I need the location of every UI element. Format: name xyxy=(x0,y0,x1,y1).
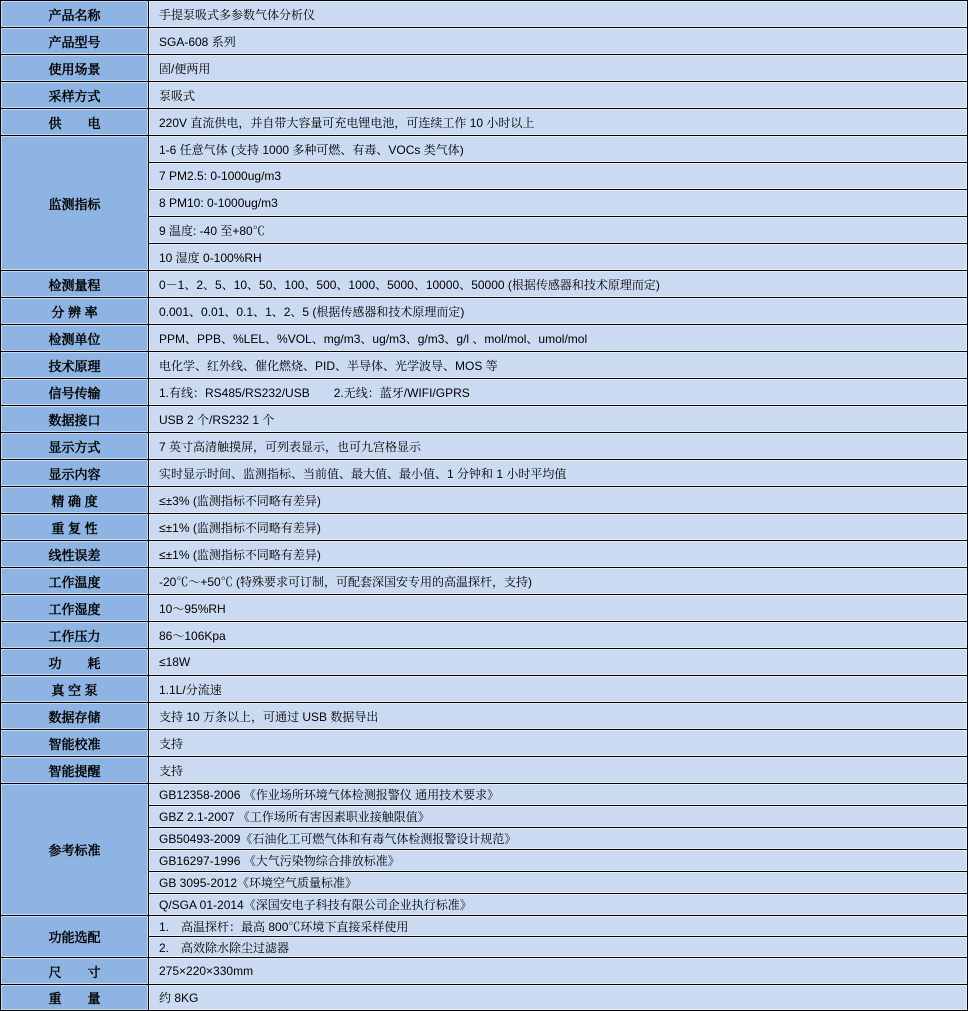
spec-label: 数据接口 xyxy=(1,406,149,433)
spec-label: 重 复 性 xyxy=(1,514,149,541)
spec-label: 产品名称 xyxy=(1,1,149,28)
spec-label: 工作压力 xyxy=(1,622,149,649)
spec-label: 检测量程 xyxy=(1,271,149,298)
table-row xyxy=(1,406,968,433)
spec-value: Q/SGA 01-2014《深国安电子科技有限公司企业执行标准》 xyxy=(149,894,968,916)
table-row-group-monitoring xyxy=(1,136,968,163)
spec-value: 220V 直流供电，并自带大容量可充电锂电池，可连续工作 10 小时以上 xyxy=(149,109,968,136)
spec-value: GB12358-2006 《作业场所环境气体检测报警仪 通用技术要求》 xyxy=(149,784,968,806)
spec-label: 使用场景 xyxy=(1,55,149,82)
table-row xyxy=(1,757,968,784)
spec-value: 泵吸式 xyxy=(149,82,968,109)
spec-value: 9 温度: -40 至+80℃ xyxy=(149,217,968,244)
spec-value: 275×220×330mm xyxy=(149,958,968,985)
spec-label: 真 空 泵 xyxy=(1,676,149,703)
table-row-group-standards xyxy=(1,784,968,806)
spec-value: 7 PM2.5: 0-1000ug/m3 xyxy=(149,163,968,190)
spec-value: ≤±1% (监测指标不同略有差异) xyxy=(149,514,968,541)
table-row xyxy=(1,325,968,352)
table-row xyxy=(1,958,968,985)
spec-label: 智能校准 xyxy=(1,730,149,757)
table-row xyxy=(1,460,968,487)
spec-value: ≤±3% (监测指标不同略有差异) xyxy=(149,487,968,514)
table-row xyxy=(1,1,968,28)
spec-label: 显示内容 xyxy=(1,460,149,487)
spec-label: 技术原理 xyxy=(1,352,149,379)
spec-label: 工作湿度 xyxy=(1,595,149,622)
spec-label: 功能选配 xyxy=(1,916,149,958)
spec-label: 供 电 xyxy=(1,109,149,136)
table-row xyxy=(1,985,968,1011)
spec-value: 固/便两用 xyxy=(149,55,968,82)
spec-value: PPM、PPB、%LEL、%VOL、mg/m3、ug/m3、g/m3、g/l 、mol/mol、umol/mol xyxy=(149,325,968,352)
spec-label: 尺 寸 xyxy=(1,958,149,985)
table-row xyxy=(1,595,968,622)
spec-value: 10～95%RH xyxy=(149,595,968,622)
spec-label: 分 辨 率 xyxy=(1,298,149,325)
spec-label: 显示方式 xyxy=(1,433,149,460)
table-row xyxy=(1,514,968,541)
table-row xyxy=(1,82,968,109)
table-row xyxy=(1,271,968,298)
table-row xyxy=(1,622,968,649)
spec-value: 1.1L/分流速 xyxy=(149,676,968,703)
spec-value: GB50493-2009《石油化工可燃气体和有毒气体检测报警设计规范》 xyxy=(149,828,968,850)
spec-value: 7 英寸高清触摸屏，可列表显示，也可九宫格显示 xyxy=(149,433,968,460)
spec-value: 支持 xyxy=(149,730,968,757)
table-row xyxy=(1,730,968,757)
spec-value: 电化学、红外线、催化燃烧、PID、半导体、光学波导、MOS 等 xyxy=(149,352,968,379)
spec-value: 86～106Kpa xyxy=(149,622,968,649)
table-row xyxy=(1,649,968,676)
table-row xyxy=(1,676,968,703)
spec-value: 0－1、2、5、10、50、100、500、1000、5000、10000、50000 (根据传感器和技术原理而定) xyxy=(149,271,968,298)
table-row xyxy=(1,433,968,460)
spec-value: 2. 高效除水除尘过滤器 xyxy=(149,937,968,958)
table-row xyxy=(1,55,968,82)
table-row xyxy=(1,298,968,325)
spec-value: 8 PM10: 0-1000ug/m3 xyxy=(149,190,968,217)
spec-value: 1. 高温探杆：最高 800℃环境下直接采样使用 xyxy=(149,916,968,937)
table-row xyxy=(1,703,968,730)
spec-value: GB 3095-2012《环境空气质量标准》 xyxy=(149,872,968,894)
table-row xyxy=(1,379,968,406)
spec-label: 检测单位 xyxy=(1,325,149,352)
spec-value: 实时显示时间、监测指标、当前值、最大值、最小值、1 分钟和 1 小时平均值 xyxy=(149,460,968,487)
spec-label: 重 量 xyxy=(1,985,149,1011)
table-row xyxy=(1,109,968,136)
spec-value: 1-6 任意气体 (支持 1000 多种可燃、有毒、VOCs 类气体) xyxy=(149,136,968,163)
spec-label: 监测指标 xyxy=(1,136,149,271)
table-row-group-options xyxy=(1,916,968,937)
spec-value: GBZ 2.1-2007 《工作场所有害因素职业接触限值》 xyxy=(149,806,968,828)
spec-value: 1.有线：RS485/RS232/USB 2.无线：蓝牙/WIFI/GPRS xyxy=(149,379,968,406)
spec-label: 线性误差 xyxy=(1,541,149,568)
table-row xyxy=(1,568,968,595)
spec-value: ≤18W xyxy=(149,649,968,676)
spec-label: 功 耗 xyxy=(1,649,149,676)
table-row xyxy=(1,352,968,379)
spec-value: 支持 xyxy=(149,757,968,784)
spec-value: GB16297-1996 《大气污染物综合排放标准》 xyxy=(149,850,968,872)
table-row xyxy=(1,28,968,55)
spec-label: 精 确 度 xyxy=(1,487,149,514)
spec-label: 信号传输 xyxy=(1,379,149,406)
table-row xyxy=(1,541,968,568)
spec-label: 智能提醒 xyxy=(1,757,149,784)
spec-value: 支持 10 万条以上，可通过 USB 数据导出 xyxy=(149,703,968,730)
spec-label: 参考标准 xyxy=(1,784,149,916)
spec-label: 数据存储 xyxy=(1,703,149,730)
spec-value: 0.001、0.01、0.1、1、2、5 (根据传感器和技术原理而定) xyxy=(149,298,968,325)
spec-value: 约 8KG xyxy=(149,985,968,1011)
spec-value: USB 2 个/RS232 1 个 xyxy=(149,406,968,433)
spec-value: SGA-608 系列 xyxy=(149,28,968,55)
spec-label: 工作温度 xyxy=(1,568,149,595)
spec-label: 采样方式 xyxy=(1,82,149,109)
table-row xyxy=(1,487,968,514)
spec-value: 10 湿度 0-100%RH xyxy=(149,244,968,271)
spec-value: ≤±1% (监测指标不同略有差异) xyxy=(149,541,968,568)
spec-value: 手提泵吸式多参数气体分析仪 xyxy=(149,1,968,28)
spec-label: 产品型号 xyxy=(1,28,149,55)
spec-value: -20℃～+50℃ (特殊要求可订制，可配套深国安专用的高温探杆，支持) xyxy=(149,568,968,595)
